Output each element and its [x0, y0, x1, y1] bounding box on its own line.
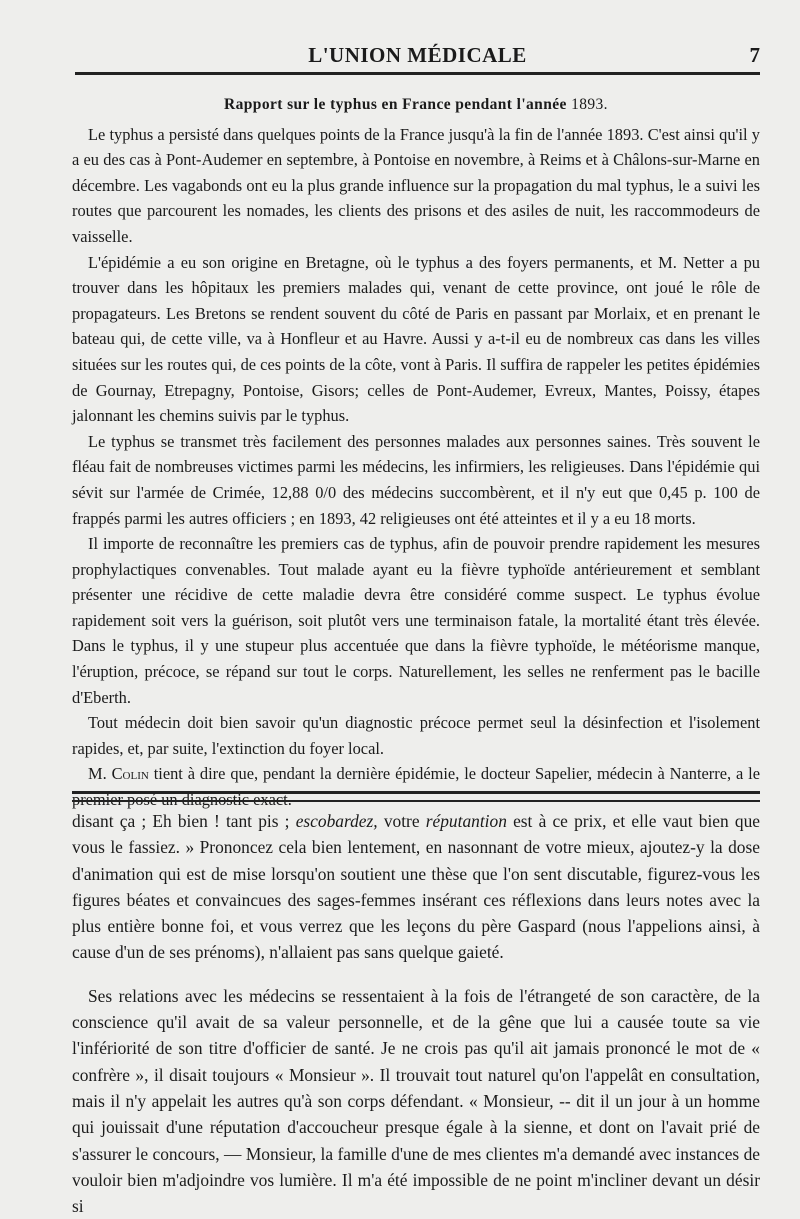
- article-title: [72, 92, 760, 118]
- feuilleton-paragraph: Ses relations avec les médecins se ressentaient à la fois de l'étrangeté de son caractère, de la conscience qu'il avait de sa valeur personnelle, et de la gêne que lui a causée toute sa vie l'infériorité de son titre d'officier de santé. Je ne crois pas qu'il ait jamais prononcé le mot de « confrère », il disait toujours « Monsieur ». Il trouvait tout naturel qu'on l'appelât en consultation, mais il n'y appelait les autres qu'à son corps défendant. « Monsieur, -- dit il un jour à un homme qui jouissait d'une réputation d'accoucheur presque égale à la sienne, et dont on l'avait prié de s'assurer le concours, — Monsieur, la famille d'une de mes clientes m'a demandé avec instances de vouloir bien m'adjoindre vos lumière. Il m'a été impossible de ne point m'incliner devant un désir si: [72, 985, 760, 1217]
- article-title-text: Rapport sur le typhus en France pendant l'année: [224, 96, 567, 113]
- article-paragraph: Il importe de reconnaître les premiers cas de typhus, afin de pouvoir prendre rapidement les mesures prophylactiques convenables. Tout malade ayant eu la fièvre typhoïde antérieurement et semblant présenter une récidive de cette maladie devra être considéré comme suspect. Le typhus évolue rapidement soit vers la guérison, soit plutôt vers une terminaison fatale, la mortalité étant très élevée. Dans le typhus, il y une stupeur plus accentuée que dans la fièvre typhoïde, le météorisme manque, l'éruption, précoce, se répand sur tout le corps. Naturellement, les selles ne renferment pas le bacille d'Eberth.: [72, 534, 760, 707]
- feuilleton-italic: escobardez,: [295, 811, 378, 831]
- page-number: 7: [749, 43, 760, 67]
- feuilleton-text: est à ce prix, et elle vaut bien que vous le fassiez. » Prononcez cela bien lentement, en nasonnant de votre mieux, ajoutez-y la dose d'animation qui est de mise lorsqu'on soutient une thèse que l'on sent discutable, figurez-vous les figures béates et convaincues des sages-femmes insérant ces réflexions dans leurs notes avec la plus entière bonne foi, et vous verrez que les leçons du père Gaspard (nous l'appelions ainsi, à cause d'un de ses prénoms), n'allaient pas sans quelque gaieté.: [72, 811, 760, 963]
- article-paragraph: Le typhus a persisté dans quelques points de la France jusqu'à la fin de l'année 1893. C'est ainsi qu'il y a eu des cas à Pont-Audemer en septembre, à Pontoise en novembre, à Reims et à Châlons-sur-Marne en décembre. Les vagabonds ont eu la plus grande influence sur la propagation du mal typhus, le a suivi les routes que parcourent les nomades, les clients des prisons et des asiles de nuit, les raccommodeurs de vaisselle.: [72, 124, 760, 246]
- separator-rule-thick: [72, 791, 760, 794]
- header-rule: [75, 72, 760, 75]
- article-paragraph: [72, 761, 760, 812]
- feuilleton-italic: réputantion: [425, 811, 507, 831]
- article-section: [72, 80, 760, 813]
- article-paragraph: L'épidémie a eu son origine en Bretagne, où le typhus a des foyers permanents, et M. Netter a pu trouver dans les hôpitaux les premiers malades qui, venant de cette province, ont joué le rôle de propagateurs. Les Bretons se rendent souvent du côté de Paris en passant par Morlaix, et en prenant le bateau qui, de cette ville, va à Honfleur et au Havre. Aussi y a-t-il eu de nombreux cas dans les villes situées sur les routes qui, de ces points de la côte, vont à Paris. Il suffira de rappeler les petites épidémies de Gournay, Etrepagny, Pontoise, Gisors; celles de Pont-Audemer, Evreux, Mantes, Poissy, étapes jalonnant les chemins suivis par le typhus.: [72, 252, 760, 426]
- feuilleton-text: disant ça ; Eh bien ! tant pis ;: [72, 811, 296, 831]
- colin-prefix: M.: [88, 764, 107, 784]
- journal-title: L'UNION MÉDICALE: [308, 43, 527, 67]
- article-paragraph: Tout médecin doit bien savoir qu'un diagnostic précoce permet seul la désinfection et l'isolement rapides, et, par suite, l'extinction du foyer local.: [72, 713, 760, 758]
- feuilleton-section: [72, 808, 760, 1219]
- colin-name: Colin: [111, 764, 149, 784]
- feuilleton-text: votre: [377, 811, 426, 831]
- article-title-year: 1893.: [571, 96, 608, 113]
- separator-rule-thin: [72, 800, 760, 802]
- article-paragraph: Le typhus se transmet très facilement des personnes malades aux personnes saines. Très souvent le fléau fait de nombreuses victimes parmi les médecins, les infirmiers, les religieuses. Dans l'épidémie qui sévit sur l'armée de Crimée, 12,88 0/0 des médecins succombèrent, et il n'y eut que 0,45 p. 100 de frappés parmi les autres officiers ; en 1893, 42 religieuses ont été atteintes et il y a eu 18 morts.: [72, 431, 760, 528]
- colin-text: tient à dire que, pendant la dernière épidémie, le docteur Sapelier, médecin à Nanterre, a le: [153, 764, 760, 784]
- feuilleton-paragraph: [72, 808, 760, 966]
- page-header: [75, 40, 760, 70]
